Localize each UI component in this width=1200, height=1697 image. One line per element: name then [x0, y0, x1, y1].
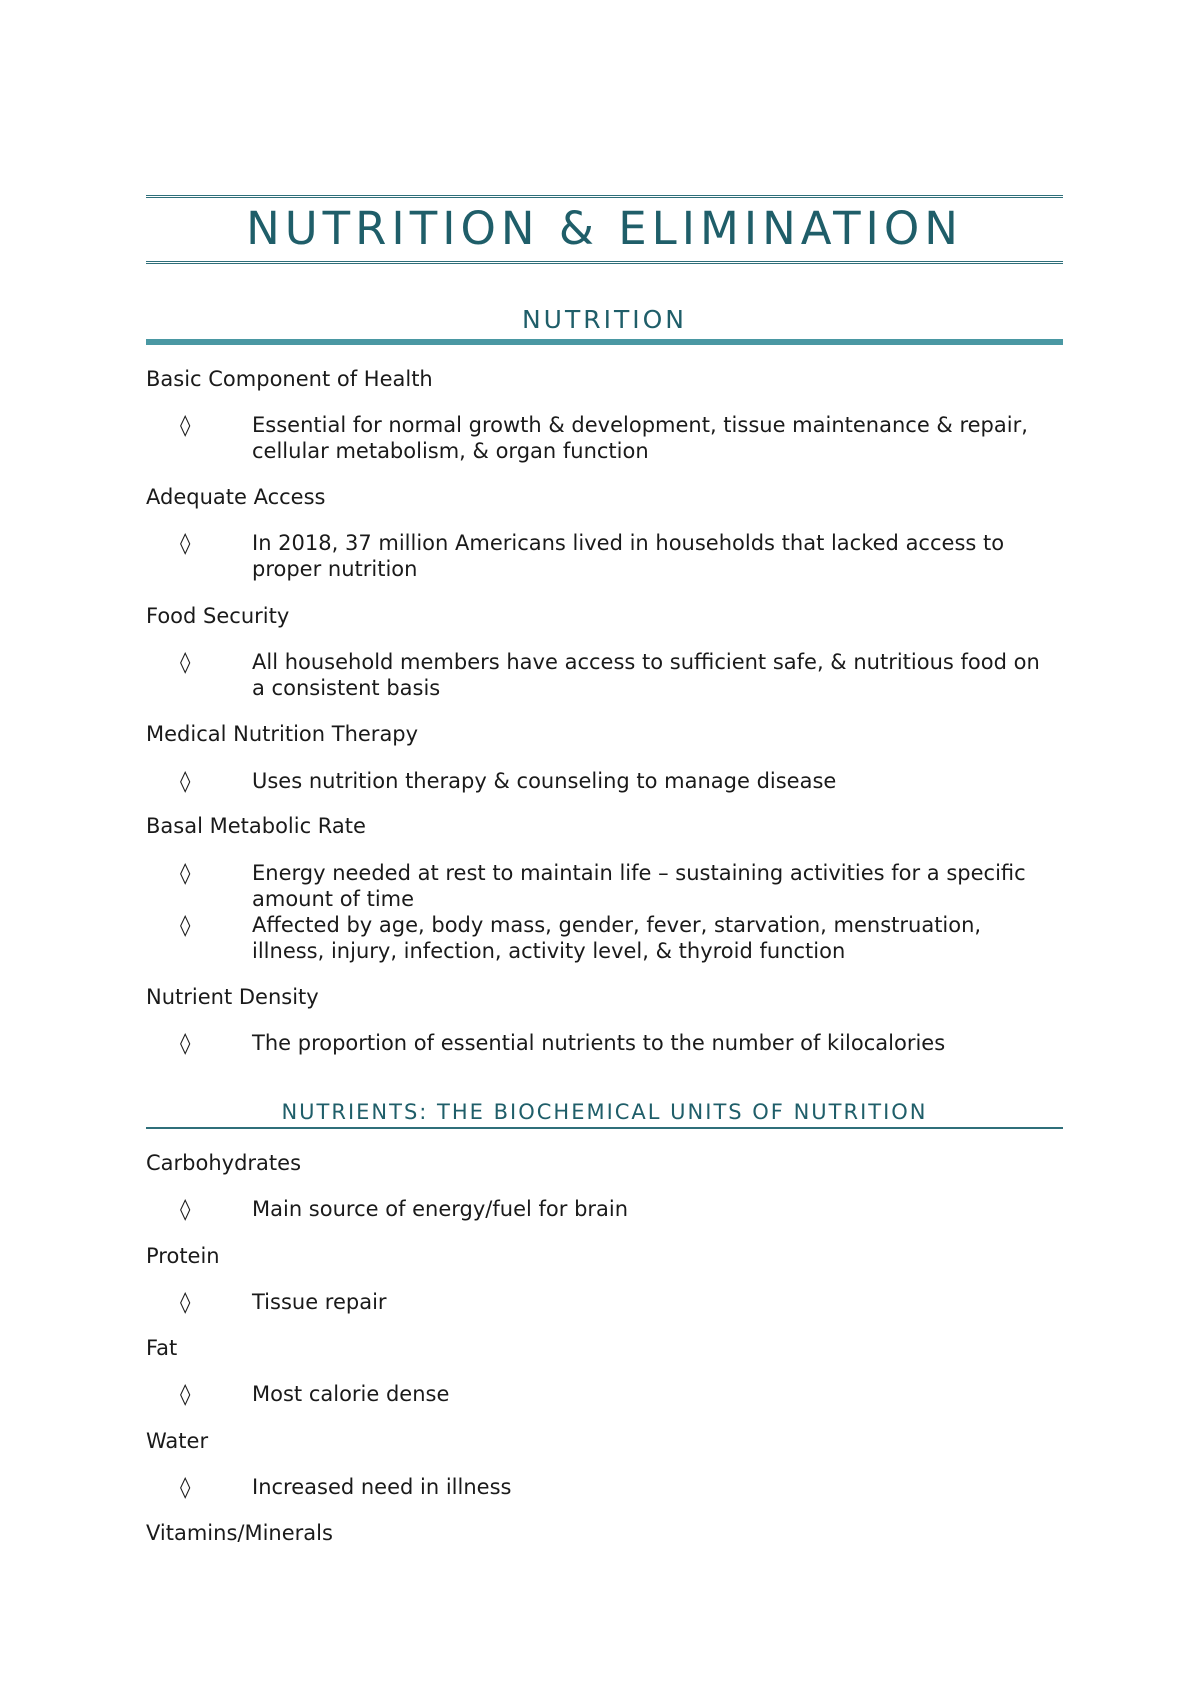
list-item [180, 530, 1040, 582]
diamond-bullet-icon: ◊ [180, 1475, 191, 1499]
list-item [180, 768, 1040, 794]
term-protein: Protein [146, 1244, 220, 1268]
term-vitamins-minerals: Vitamins/Minerals [146, 1521, 333, 1545]
bullet-text: In 2018, 37 million Americans lived in households that lacked access to proper nutrition [252, 531, 1005, 581]
list-item [180, 1030, 1040, 1056]
term-medical-nutrition-therapy: Medical Nutrition Therapy [146, 722, 419, 746]
section-heading-nutrition: NUTRITION [521, 305, 688, 334]
term-food-security: Food Security [146, 604, 290, 628]
list-item [180, 912, 1040, 964]
diamond-bullet-icon: ◊ [180, 650, 191, 674]
bullet-text: Main source of energy/fuel for brain [252, 1197, 629, 1221]
section-rule-nutrients [146, 1127, 1063, 1129]
diamond-bullet-icon: ◊ [180, 1197, 191, 1221]
bullet-text: Energy needed at rest to maintain life – sustaining activities for a specific amount of time [252, 861, 1026, 911]
term-water: Water [146, 1429, 209, 1453]
diamond-bullet-icon: ◊ [180, 861, 191, 885]
diamond-bullet-icon: ◊ [180, 531, 191, 555]
diamond-bullet-icon: ◊ [180, 769, 191, 793]
list-item [180, 860, 1040, 912]
bullet-text: Uses nutrition therapy & counseling to manage disease [252, 769, 837, 793]
list-item [180, 649, 1040, 701]
term-adequate-access: Adequate Access [146, 485, 326, 509]
bullet-text: Essential for normal growth & development, tissue maintenance & repair, cellular metabolism, & organ function [252, 413, 1028, 463]
term-fat: Fat [146, 1336, 178, 1360]
page-title: NUTRITION & ELIMINATION [246, 202, 963, 255]
diamond-bullet-icon: ◊ [180, 413, 191, 437]
diamond-bullet-icon: ◊ [180, 1382, 191, 1406]
bullet-text: The proportion of essential nutrients to the number of kilocalories [252, 1031, 946, 1055]
title-top-rule [146, 195, 1063, 198]
bullet-text: All household members have access to sufficient safe, & nutritious food on a consistent basis [252, 650, 1040, 700]
list-item [180, 412, 1040, 464]
diamond-bullet-icon: ◊ [180, 1031, 191, 1055]
list-item [180, 1196, 1040, 1222]
section-heading-nutrients: NUTRIENTS: THE BIOCHEMICAL UNITS OF NUTRITION [281, 1100, 928, 1124]
term-basic-component: Basic Component of Health [146, 367, 433, 391]
list-item [180, 1474, 1040, 1500]
list-item [180, 1289, 1040, 1315]
diamond-bullet-icon: ◊ [180, 913, 191, 937]
term-carbohydrates: Carbohydrates [146, 1151, 302, 1175]
term-basal-metabolic-rate: Basal Metabolic Rate [146, 814, 366, 838]
section-rule-nutrition [146, 339, 1063, 345]
bullet-text: Most calorie dense [252, 1382, 450, 1406]
term-nutrient-density: Nutrient Density [146, 985, 319, 1009]
bullet-text: Affected by age, body mass, gender, fever, starvation, menstruation, illness, injury, infection, activity level, & thyroid function [252, 913, 982, 963]
bullet-text: Tissue repair [252, 1290, 387, 1314]
list-item [180, 1381, 1040, 1407]
diamond-bullet-icon: ◊ [180, 1290, 191, 1314]
bullet-text: Increased need in illness [252, 1475, 512, 1499]
title-block [146, 193, 1063, 265]
title-bottom-rule [146, 261, 1063, 264]
